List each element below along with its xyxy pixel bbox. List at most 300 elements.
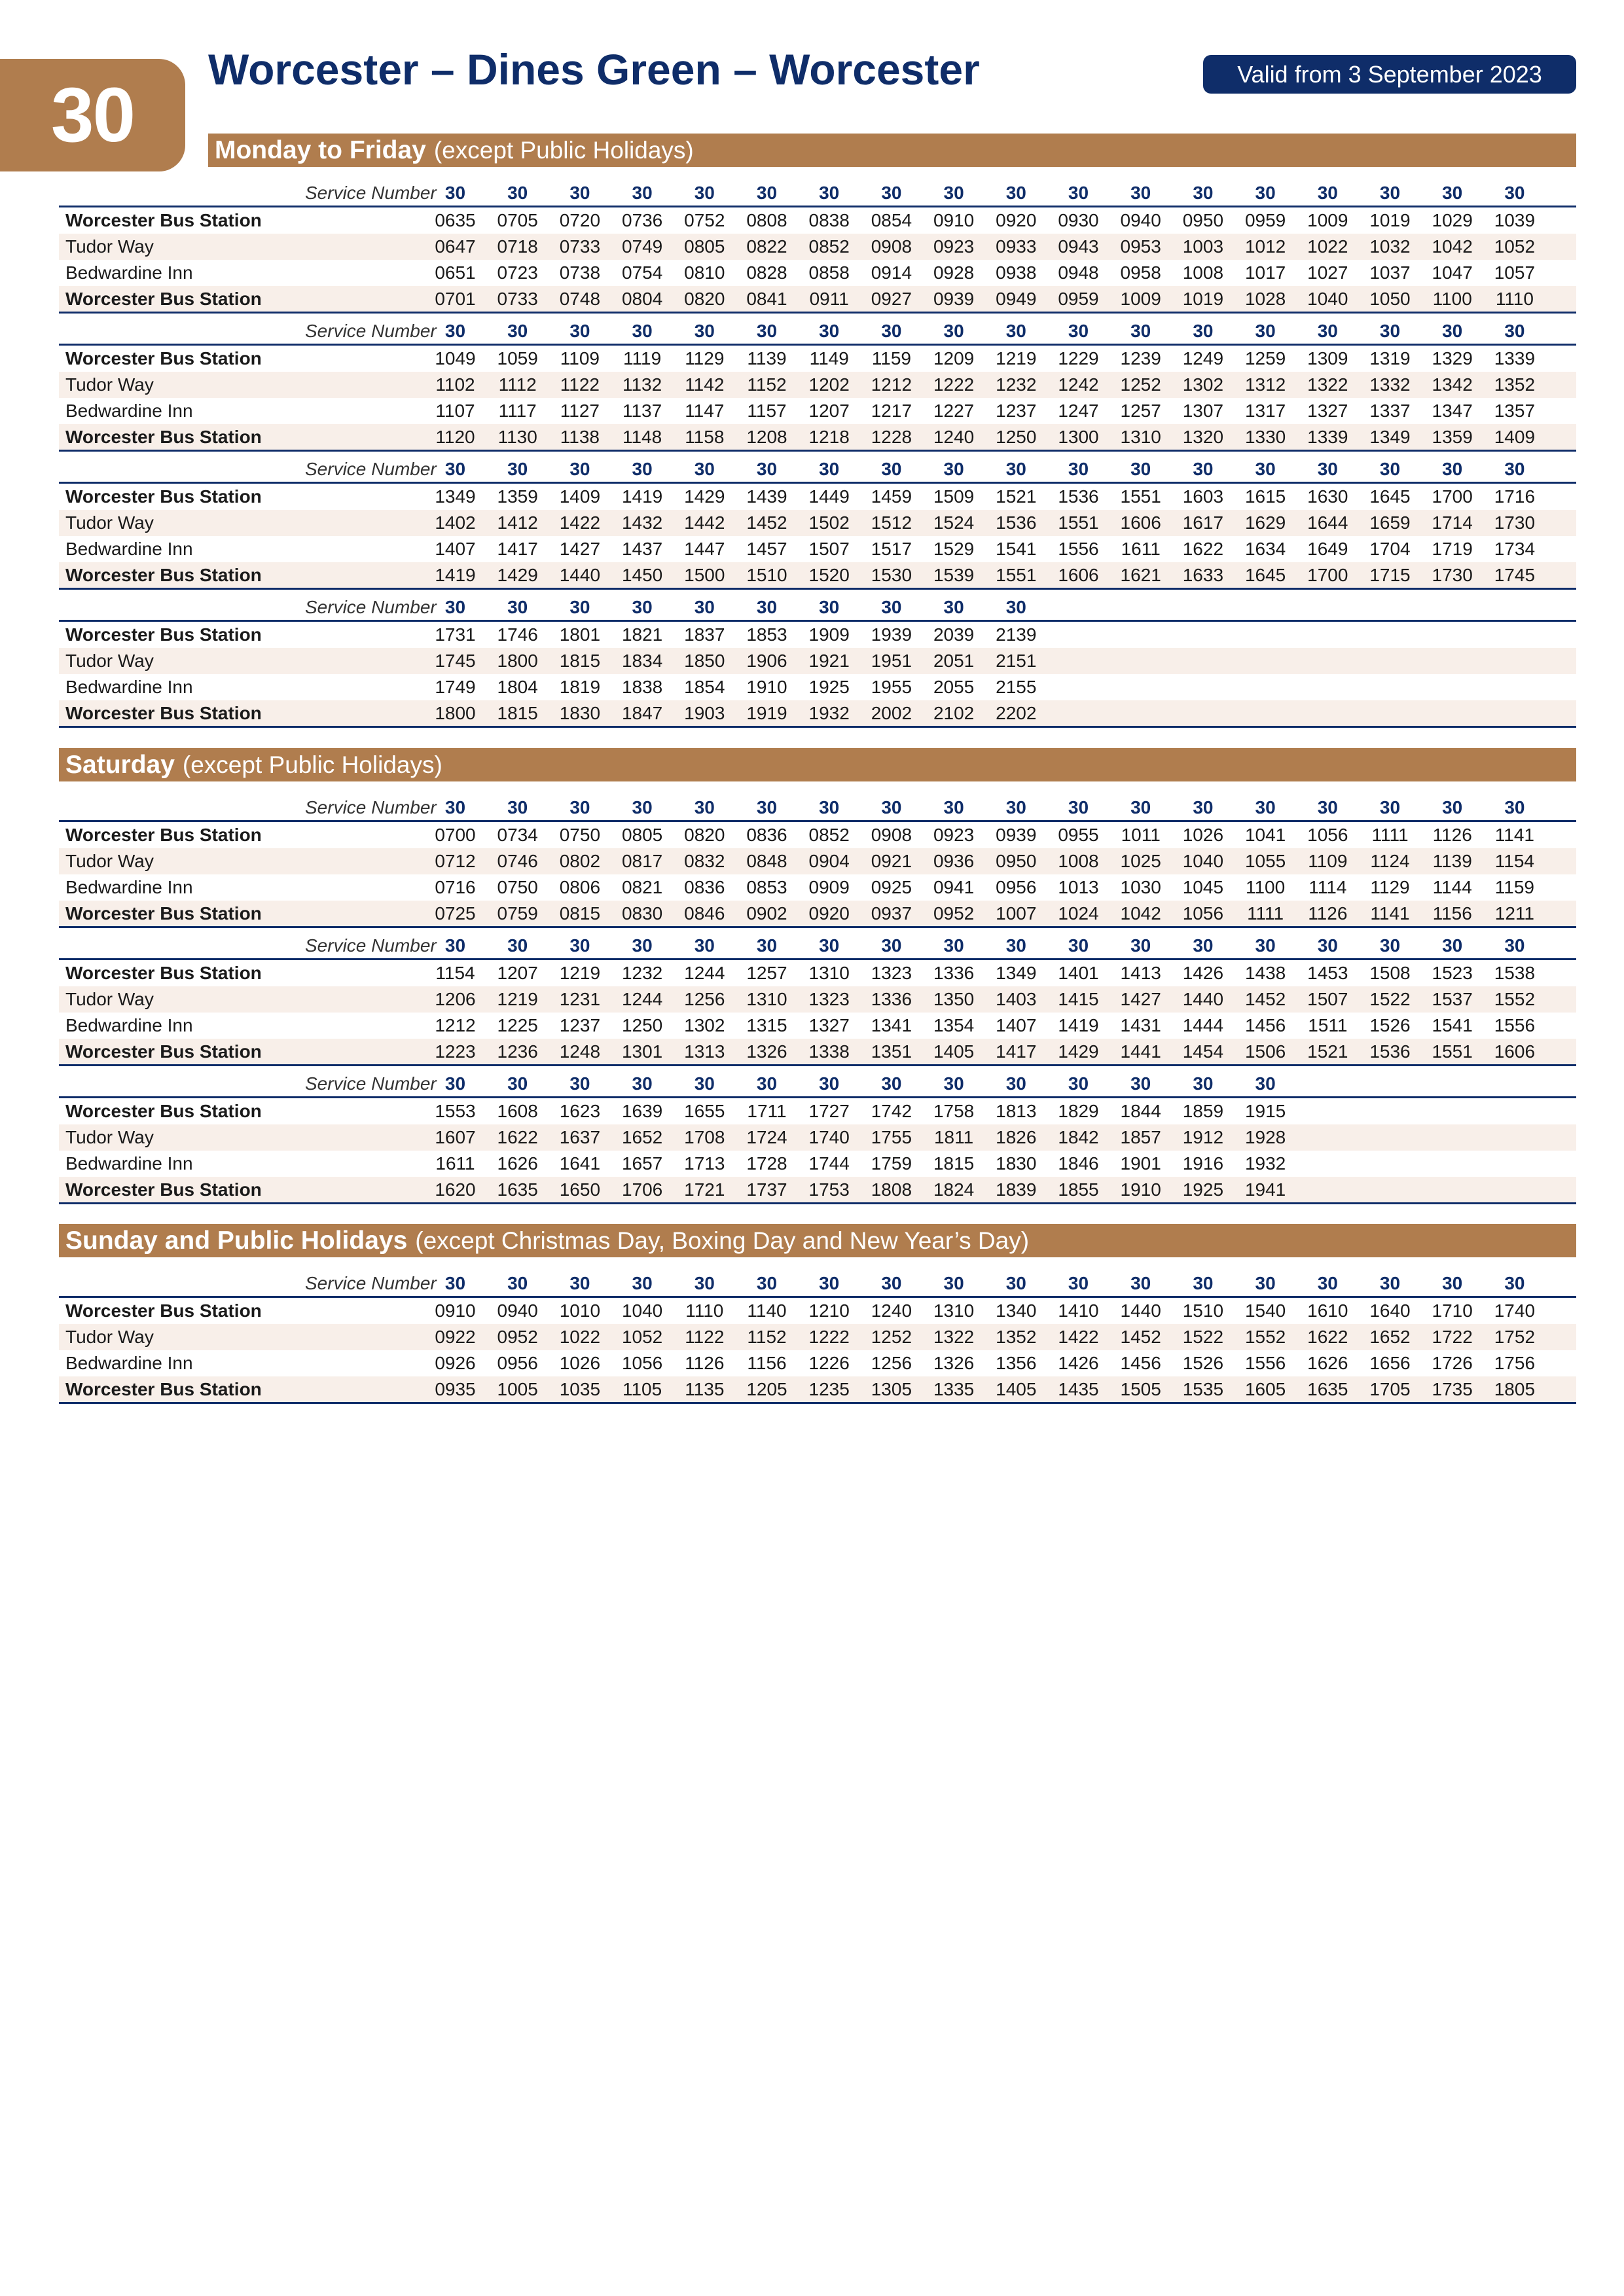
time-cell: 1122 <box>685 1327 725 1347</box>
time-cell: 1622 <box>497 1127 538 1147</box>
time-cell: 0804 <box>621 289 663 309</box>
time-cell: 1129 <box>1370 877 1410 897</box>
time-cell: 1039 <box>1494 210 1536 230</box>
stop-name: Worcester Bus Station <box>65 565 262 585</box>
service-number-cell: 30 <box>1193 183 1214 203</box>
time-cell: 1010 <box>559 1300 601 1321</box>
time-cell: 1120 <box>435 427 475 447</box>
time-cell: 1313 <box>684 1041 725 1062</box>
service-number-cell: 30 <box>881 183 902 203</box>
time-cell: 1240 <box>933 427 975 447</box>
stop-name: Tudor Way <box>65 851 154 871</box>
time-cell: 1107 <box>435 401 475 421</box>
service-number-cell: 30 <box>1005 797 1026 817</box>
time-cell: 1359 <box>497 486 538 507</box>
service-number-cell: 30 <box>756 1273 778 1293</box>
time-cell: 0723 <box>497 262 538 283</box>
time-cell: 1749 <box>435 677 476 697</box>
time-cell: 1319 <box>1369 348 1411 368</box>
service-number-cell: 30 <box>507 459 528 479</box>
time-cell: 0705 <box>497 210 538 230</box>
time-cell: 1644 <box>1307 512 1348 533</box>
service-number-cell: 30 <box>507 321 528 341</box>
time-cell: 1758 <box>933 1101 975 1121</box>
service-number-cell: 30 <box>569 459 590 479</box>
service-number-cell: 30 <box>694 1273 715 1293</box>
time-cell: 1615 <box>1244 486 1286 507</box>
service-number-cell: 30 <box>1193 1273 1214 1293</box>
timetable-row <box>59 1324 1576 1350</box>
time-cell: 1726 <box>1432 1353 1473 1373</box>
time-cell: 1315 <box>746 1015 787 1035</box>
time-cell: 1042 <box>1432 236 1473 257</box>
time-cell: 1338 <box>808 1041 850 1062</box>
service-number-cell: 30 <box>444 321 466 341</box>
time-cell: 1212 <box>871 374 912 395</box>
time-cell: 1310 <box>808 963 850 983</box>
valid-from-badge: Valid from 3 September 2023 <box>1203 55 1576 94</box>
service-number-cell: 30 <box>1193 321 1214 341</box>
service-number-cell: 30 <box>632 1073 653 1094</box>
time-cell: 1419 <box>1058 1015 1099 1035</box>
time-cell: 1147 <box>685 401 725 421</box>
time-cell: 0720 <box>559 210 601 230</box>
time-cell: 1052 <box>621 1327 663 1347</box>
time-cell: 1903 <box>684 703 725 723</box>
time-cell: 1611 <box>435 1153 475 1174</box>
service-number-cell: 30 <box>1193 1073 1214 1094</box>
time-cell: 1727 <box>808 1101 850 1121</box>
service-number-cell: 30 <box>1379 1273 1401 1293</box>
time-cell: 1336 <box>871 989 912 1009</box>
time-cell: 0908 <box>871 236 912 257</box>
time-cell: 1556 <box>1058 539 1099 559</box>
service-number-row <box>59 1071 1576 1098</box>
time-cell: 1652 <box>1369 1327 1411 1347</box>
time-cell: 1442 <box>684 512 725 533</box>
time-cell: 0712 <box>435 851 476 871</box>
stop-name: Worcester Bus Station <box>65 1101 262 1121</box>
time-cell: 1635 <box>1307 1379 1348 1399</box>
time-cell: 1921 <box>808 651 850 671</box>
time-cell: 1507 <box>808 539 850 559</box>
stop-name: Worcester Bus Station <box>65 486 262 507</box>
time-cell: 1337 <box>1369 401 1411 421</box>
stop-name: Worcester Bus Station <box>65 1300 262 1321</box>
time-cell: 1159 <box>1494 877 1534 897</box>
time-cell: 2002 <box>871 703 912 723</box>
time-cell: 0955 <box>1058 825 1099 845</box>
time-cell: 1407 <box>435 539 476 559</box>
stop-name: Bedwardine Inn <box>65 1015 193 1035</box>
timetable-block <box>59 1071 1576 1204</box>
time-cell: 0749 <box>621 236 663 257</box>
service-number-cell: 30 <box>1068 183 1089 203</box>
time-cell: 1740 <box>1494 1300 1536 1321</box>
time-cell: 1055 <box>1244 851 1286 871</box>
time-cell: 1413 <box>1120 963 1161 983</box>
time-cell: 0802 <box>559 851 601 871</box>
time-cell: 0820 <box>684 825 725 845</box>
service-number-cell: 30 <box>694 797 715 817</box>
time-cell: 1742 <box>871 1101 912 1121</box>
time-cell: 1955 <box>871 677 912 697</box>
time-cell: 1225 <box>497 1015 538 1035</box>
time-cell: 0848 <box>746 851 787 871</box>
time-cell: 1249 <box>1182 348 1224 368</box>
service-number-row <box>59 1271 1576 1298</box>
service-number-cell: 30 <box>1005 1273 1026 1293</box>
time-cell: 1730 <box>1432 565 1473 585</box>
time-cell: 1454 <box>1182 1041 1224 1062</box>
service-number-cell: 30 <box>881 1273 902 1293</box>
time-cell: 1853 <box>746 624 787 645</box>
time-cell: 1928 <box>1244 1127 1286 1147</box>
time-cell: 1222 <box>933 374 975 395</box>
time-cell: 1419 <box>435 565 476 585</box>
service-number-cell: 30 <box>1442 321 1463 341</box>
service-number-cell: 30 <box>507 183 528 203</box>
time-cell: 1110 <box>685 1300 724 1321</box>
time-cell: 1322 <box>1307 374 1348 395</box>
service-number-cell: 30 <box>1068 321 1089 341</box>
time-cell: 0939 <box>996 825 1037 845</box>
service-number-label: Service Number <box>305 597 437 617</box>
time-cell: 1100 <box>1432 289 1472 309</box>
time-cell: 0822 <box>746 236 787 257</box>
time-cell: 1552 <box>1494 989 1536 1009</box>
time-cell: 0725 <box>435 903 476 924</box>
service-number-cell: 30 <box>1379 321 1401 341</box>
service-number-cell: 30 <box>1442 183 1463 203</box>
time-cell: 1139 <box>1432 851 1472 871</box>
service-number-cell: 30 <box>819 183 840 203</box>
time-cell: 1805 <box>1494 1379 1536 1399</box>
service-number-row <box>59 933 1576 960</box>
time-cell: 1919 <box>746 703 787 723</box>
service-number-cell: 30 <box>756 935 778 956</box>
service-number-cell: 30 <box>881 935 902 956</box>
stop-name: Tudor Way <box>65 1127 154 1147</box>
time-cell: 0733 <box>497 289 538 309</box>
time-cell: 1026 <box>559 1353 601 1373</box>
time-cell: 1122 <box>560 374 600 395</box>
time-cell: 1524 <box>933 512 975 533</box>
time-cell: 1606 <box>1058 565 1099 585</box>
time-cell: 1156 <box>1432 903 1472 924</box>
time-cell: 1910 <box>746 677 787 697</box>
stop-name: Worcester Bus Station <box>65 624 262 645</box>
stop-name: Bedwardine Inn <box>65 677 193 697</box>
time-cell: 1228 <box>871 427 912 447</box>
time-cell: 1457 <box>746 539 787 559</box>
service-number-cell: 30 <box>632 597 653 617</box>
time-cell: 1417 <box>996 1041 1037 1062</box>
time-cell: 1142 <box>685 374 725 395</box>
time-cell: 1057 <box>1494 262 1536 283</box>
time-cell: 0950 <box>1182 210 1224 230</box>
time-cell: 1042 <box>1120 903 1161 924</box>
time-cell: 1349 <box>1369 427 1411 447</box>
time-cell: 1535 <box>1182 1379 1224 1399</box>
time-cell: 1326 <box>746 1041 787 1062</box>
time-cell: 1202 <box>808 374 850 395</box>
time-cell: 1351 <box>871 1041 912 1062</box>
service-number-cell: 30 <box>943 797 964 817</box>
time-cell: 1538 <box>1494 963 1536 983</box>
time-cell: 0910 <box>933 210 975 230</box>
time-cell: 1326 <box>933 1353 975 1373</box>
time-cell: 0808 <box>746 210 787 230</box>
stop-name: Worcester Bus Station <box>65 1041 262 1062</box>
service-number-cell: 30 <box>1442 797 1463 817</box>
time-cell: 0836 <box>746 825 787 845</box>
time-cell: 1141 <box>1494 825 1534 845</box>
time-cell: 1340 <box>996 1300 1037 1321</box>
time-cell: 1915 <box>1244 1101 1286 1121</box>
time-cell: 1719 <box>1432 539 1473 559</box>
time-cell: 0902 <box>746 903 787 924</box>
time-cell: 1025 <box>1120 851 1161 871</box>
time-cell: 1024 <box>1058 903 1099 924</box>
service-number-label: Service Number <box>305 321 437 341</box>
time-cell: 1622 <box>1182 539 1224 559</box>
timetable-row <box>59 484 1576 510</box>
time-cell: 1508 <box>1369 963 1411 983</box>
time-cell: 1323 <box>808 989 850 1009</box>
time-cell: 1429 <box>497 565 538 585</box>
time-cell: 1541 <box>996 539 1037 559</box>
time-cell: 1753 <box>808 1179 850 1200</box>
time-cell: 0920 <box>996 210 1037 230</box>
time-cell: 1452 <box>1120 1327 1161 1347</box>
time-cell: 1539 <box>933 565 975 585</box>
time-cell: 1906 <box>746 651 787 671</box>
time-cell: 1645 <box>1369 486 1411 507</box>
time-cell: 1209 <box>933 348 975 368</box>
time-cell: 0959 <box>1244 210 1286 230</box>
service-number-cell: 30 <box>569 797 590 817</box>
time-cell: 1244 <box>684 963 725 983</box>
service-number-cell: 30 <box>1442 935 1463 956</box>
time-cell: 0853 <box>746 877 787 897</box>
time-cell: 1050 <box>1369 289 1411 309</box>
service-number-cell: 30 <box>756 597 778 617</box>
time-cell: 1633 <box>1182 565 1224 585</box>
timetable-row <box>59 346 1576 372</box>
time-cell: 1157 <box>747 401 787 421</box>
service-number-label: Service Number <box>305 1073 437 1094</box>
service-number-cell: 30 <box>1005 935 1026 956</box>
time-cell: 1030 <box>1120 877 1161 897</box>
time-cell: 1842 <box>1058 1127 1099 1147</box>
time-cell: 1815 <box>933 1153 975 1174</box>
time-cell: 1322 <box>933 1327 975 1347</box>
stop-name: Bedwardine Inn <box>65 877 193 897</box>
service-number-cell: 30 <box>1193 935 1214 956</box>
time-cell: 0914 <box>871 262 912 283</box>
time-cell: 1152 <box>747 374 787 395</box>
time-cell: 0701 <box>435 289 476 309</box>
time-cell: 1252 <box>1120 374 1161 395</box>
time-cell: 1536 <box>1369 1041 1411 1062</box>
service-number-cell: 30 <box>1504 321 1525 341</box>
stop-name: Bedwardine Inn <box>65 1153 193 1174</box>
time-cell: 1530 <box>871 565 912 585</box>
time-cell: 1824 <box>933 1179 975 1200</box>
timetable-row <box>59 1177 1576 1204</box>
service-number-cell: 30 <box>507 1073 528 1094</box>
time-cell: 1132 <box>622 374 662 395</box>
time-cell: 0925 <box>871 877 912 897</box>
service-number-cell: 30 <box>1130 321 1151 341</box>
timetable-row <box>59 536 1576 562</box>
time-cell: 1007 <box>996 903 1037 924</box>
time-cell: 0647 <box>435 236 476 257</box>
time-cell: 1035 <box>559 1379 601 1399</box>
service-number-cell: 30 <box>819 321 840 341</box>
stop-name: Worcester Bus Station <box>65 348 262 368</box>
time-cell: 0852 <box>808 236 850 257</box>
time-cell: 0937 <box>871 903 912 924</box>
time-cell: 1522 <box>1369 989 1411 1009</box>
time-cell: 0821 <box>621 877 663 897</box>
time-cell: 1652 <box>621 1127 663 1147</box>
service-number-cell: 30 <box>1379 183 1401 203</box>
time-cell: 1629 <box>1244 512 1286 533</box>
service-number-cell: 30 <box>1255 1073 1276 1094</box>
time-cell: 1152 <box>747 1327 787 1347</box>
service-number-cell: 30 <box>694 597 715 617</box>
time-cell: 1657 <box>621 1153 663 1174</box>
service-number-cell: 30 <box>1255 321 1276 341</box>
timetable-block <box>59 181 1576 314</box>
time-cell: 1901 <box>1120 1153 1161 1174</box>
time-cell: 2051 <box>933 651 975 671</box>
service-number-cell: 30 <box>1255 935 1276 956</box>
service-number-cell: 30 <box>1317 459 1338 479</box>
time-cell: 1405 <box>996 1379 1037 1399</box>
time-cell: 1218 <box>808 427 850 447</box>
time-cell: 1512 <box>871 512 912 533</box>
time-cell: 1312 <box>1244 374 1286 395</box>
service-number-cell: 30 <box>1379 797 1401 817</box>
time-cell: 1916 <box>1182 1153 1224 1174</box>
time-cell: 0716 <box>435 877 476 897</box>
stop-name: Tudor Way <box>65 512 154 533</box>
stop-name: Bedwardine Inn <box>65 401 193 421</box>
time-cell: 1939 <box>871 624 912 645</box>
time-cell: 1207 <box>497 963 538 983</box>
time-cell: 1130 <box>497 427 537 447</box>
time-cell: 1705 <box>1369 1379 1411 1399</box>
time-cell: 0909 <box>808 877 850 897</box>
time-cell: 1439 <box>746 486 787 507</box>
time-cell: 0952 <box>933 903 975 924</box>
time-cell: 1356 <box>996 1353 1037 1373</box>
time-cell: 1207 <box>808 401 850 421</box>
time-cell: 0700 <box>435 825 476 845</box>
time-cell: 1537 <box>1432 989 1473 1009</box>
service-number-label: Service Number <box>305 1273 437 1293</box>
time-cell: 1639 <box>621 1101 663 1121</box>
time-cell: 1611 <box>1121 539 1161 559</box>
time-cell: 1925 <box>1182 1179 1224 1200</box>
time-cell: 1126 <box>1308 903 1348 924</box>
time-cell: 1138 <box>560 427 600 447</box>
time-cell: 1941 <box>1244 1179 1286 1200</box>
time-cell: 1721 <box>684 1179 725 1200</box>
time-cell: 1248 <box>559 1041 601 1062</box>
time-cell: 0935 <box>435 1379 476 1399</box>
service-number-cell: 30 <box>444 1073 466 1094</box>
timetable-row <box>59 822 1576 848</box>
time-cell: 2055 <box>933 677 975 697</box>
stop-name: Tudor Way <box>65 1327 154 1347</box>
time-cell: 1257 <box>746 963 787 983</box>
service-number-cell: 30 <box>1193 797 1214 817</box>
time-cell: 1012 <box>1244 236 1286 257</box>
time-cell: 1605 <box>1244 1379 1286 1399</box>
service-number-cell: 30 <box>569 1073 590 1094</box>
time-cell: 1826 <box>996 1127 1037 1147</box>
time-cell: 0736 <box>621 210 663 230</box>
time-cell: 1714 <box>1432 512 1473 533</box>
stop-name: Worcester Bus Station <box>65 825 262 845</box>
time-cell: 1342 <box>1432 374 1473 395</box>
time-cell: 0635 <box>435 210 476 230</box>
time-cell: 0754 <box>621 262 663 283</box>
service-number-row <box>59 595 1576 622</box>
time-cell: 1144 <box>1432 877 1472 897</box>
time-cell: 1607 <box>435 1127 476 1147</box>
time-cell: 1105 <box>622 1379 662 1399</box>
service-number-cell: 30 <box>819 797 840 817</box>
time-cell: 1551 <box>1058 512 1099 533</box>
time-cell: 1040 <box>621 1300 663 1321</box>
time-cell: 1855 <box>1058 1179 1099 1200</box>
service-number-cell: 30 <box>632 1273 653 1293</box>
time-cell: 1813 <box>996 1101 1037 1121</box>
time-cell: 1305 <box>871 1379 912 1399</box>
time-cell: 1335 <box>933 1379 975 1399</box>
time-cell: 0923 <box>933 825 975 845</box>
time-cell: 1242 <box>1058 374 1099 395</box>
time-cell: 1310 <box>1120 427 1161 447</box>
time-cell: 1037 <box>1369 262 1411 283</box>
service-number-cell: 30 <box>756 183 778 203</box>
time-cell: 1656 <box>1369 1353 1411 1373</box>
time-cell: 1352 <box>1494 374 1536 395</box>
service-number-cell: 30 <box>444 459 466 479</box>
time-cell: 0718 <box>497 236 538 257</box>
service-number-cell: 30 <box>1130 935 1151 956</box>
service-number-cell: 30 <box>1005 1073 1026 1094</box>
time-cell: 1111 <box>1247 903 1284 924</box>
section-header <box>59 748 1576 781</box>
time-cell: 1250 <box>996 427 1037 447</box>
time-cell: 1635 <box>497 1179 538 1200</box>
time-cell: 1415 <box>1058 989 1099 1009</box>
time-cell: 1620 <box>435 1179 476 1200</box>
service-number-cell: 30 <box>943 183 964 203</box>
time-cell: 1217 <box>871 401 912 421</box>
time-cell: 1320 <box>1182 427 1224 447</box>
service-number-cell: 30 <box>507 1273 528 1293</box>
time-cell: 1728 <box>746 1153 787 1174</box>
time-cell: 1109 <box>560 348 600 368</box>
time-cell: 1240 <box>871 1300 912 1321</box>
